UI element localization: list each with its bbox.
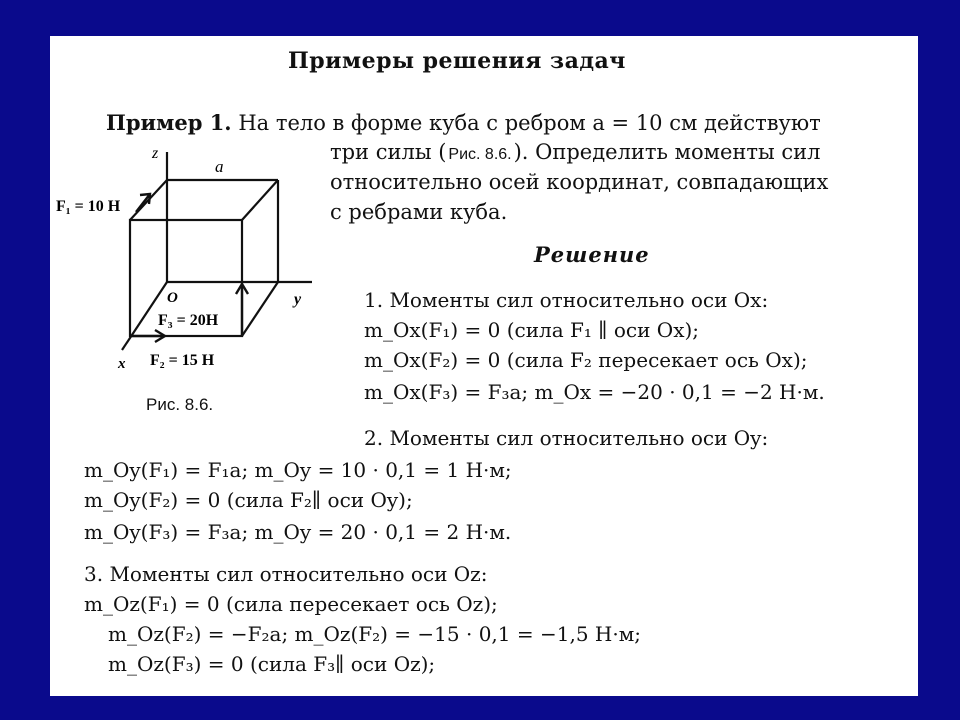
axis-z-label: z: [152, 145, 159, 162]
section-3-line-2: m_Oz(F₂) = −F₂a; m_Oz(F₂) = −15 · 0,1 = −1,5 Н·м;: [108, 622, 641, 646]
section-1-line-2: m_Ox(F₂) = 0 (сила F₂ пересекает ось Ox);: [364, 348, 808, 372]
page-title: Примеры решения задач: [288, 48, 626, 74]
cube-figure: [50, 132, 350, 382]
slide-page: [50, 36, 918, 696]
axis-y-label: y: [294, 291, 302, 308]
section-2-line-1: m_Oy(F₁) = F₁a; m_Oy = 10 · 0,1 = 1 Н·м;: [84, 458, 512, 482]
force-f3-label: F₃ = 20Н: [158, 312, 219, 329]
section-2-line-3: m_Oy(F₃) = F₃a; m_Oy = 20 · 0,1 = 2 Н·м.: [84, 520, 512, 544]
example-line-2: [330, 142, 821, 163]
cube-edge: [242, 282, 278, 336]
axis-x-label: x: [118, 356, 126, 372]
force-f2-label: F₂ = 15 Н: [150, 352, 215, 369]
section-2-line-2: m_Oy(F₂) = 0 (сила F₂∥ оси Oy);: [84, 488, 413, 512]
example-line-1: [106, 112, 821, 134]
section-2-heading: 2. Моменты сил относительно оси Oy:: [364, 426, 769, 450]
force-f1-label: F₁ = 10 Н: [56, 198, 121, 215]
figure-reference: Рис. 8.6.: [448, 146, 512, 163]
section-3-line-1: m_Oz(F₁) = 0 (сила пересекает ось Oz);: [84, 592, 498, 616]
section-1-heading: 1. Моменты сил относительно оси Ox:: [364, 288, 769, 312]
section-3-heading: 3. Моменты сил относительно оси Oz:: [84, 562, 488, 586]
section-1-line-3: m_Ox(F₃) = F₃a; m_Ox = −20 · 0,1 = −2 Н·м.: [364, 380, 825, 404]
edge-a-label: a: [215, 157, 224, 176]
section-1-line-1: m_Ox(F₁) = 0 (сила F₁ ∥ оси Ox);: [364, 318, 700, 342]
example-line-3: относительно осей координат, совпадающих: [330, 170, 829, 194]
section-3-line-3: m_Oz(F₃) = 0 (сила F₃∥ оси Oz);: [108, 652, 436, 676]
example-line-4: с ребрами куба.: [330, 200, 508, 224]
figure-caption: Рис. 8.6.: [146, 395, 214, 414]
example-label: Пример 1.: [106, 110, 232, 135]
cube-edge: [242, 180, 278, 220]
solution-heading: Решение: [534, 242, 650, 267]
example-text-1: На тело в форме куба с ребром a = 10 см действуют: [238, 111, 821, 135]
origin-label: O: [167, 290, 178, 306]
example-text-2b: ). Определить моменты сил: [513, 140, 821, 164]
example-text-2a: три силы (: [330, 140, 447, 164]
